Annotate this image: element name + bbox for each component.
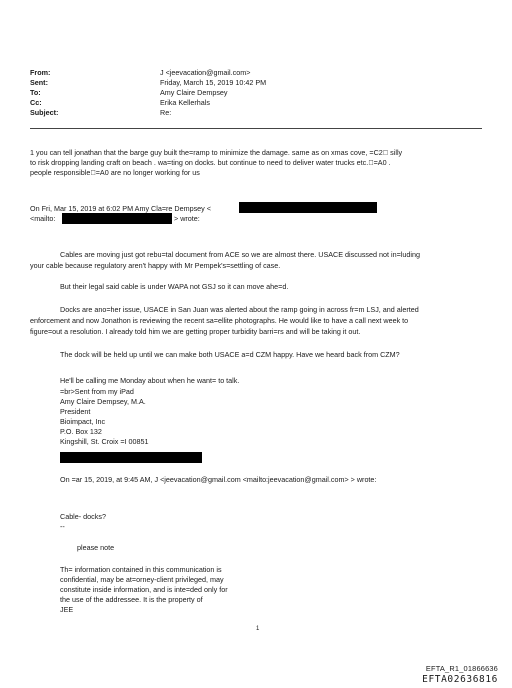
header-divider <box>30 128 482 129</box>
sent-value: Friday, March 15, 2019 10:42 PM <box>160 78 267 87</box>
signature-line-2: =br>Sent from my iPad <box>60 387 134 396</box>
signature-line-6: P.O. Box 132 <box>60 427 102 436</box>
paragraph-3-line-2: enforcement and now Jonathon is reviewing the recent sa=ellite photographs. He would like to have a call next week to <box>30 316 409 325</box>
sent-label: Sent: <box>30 78 48 87</box>
quote-header-line-1: On Fri, Mar 15, 2019 at 6:02 PM Amy Cla=re Dempsey < <box>30 204 211 213</box>
subject-row <box>30 108 266 118</box>
to-row <box>30 88 266 98</box>
signature-line-7: Kingshill, St. Croix =I 00851 <box>60 437 149 446</box>
paragraph-2: But their legal said cable is under WAPA not GSJ so it can move ahe=d. <box>60 282 289 291</box>
subject-label: Subject: <box>30 108 59 117</box>
to-value: Amy Claire Dempsey <box>160 88 228 97</box>
reply-line-3: people responsible =A0 are no longer working for us <box>30 168 200 177</box>
sent-row <box>30 78 266 88</box>
from-label: From: <box>30 68 51 77</box>
efta-reference-small: EFTA_R1_01866636 <box>425 664 498 673</box>
cc-label: Cc: <box>30 98 42 107</box>
cc-value: Erika Kellerhals <box>160 98 210 107</box>
paragraph-1-line-1: Cables are moving just got rebu=tal document from ACE so we are almost there. USACE discussed not in=luding <box>60 250 420 259</box>
quote-header-line-2b: > wrote: <box>174 214 200 223</box>
signature-line-3: Amy Claire Dempsey, M.A. <box>60 397 146 406</box>
redaction-bar <box>62 213 172 224</box>
efta-reference-large: EFTA02636816 <box>422 674 498 685</box>
disclaimer-line-2: confidential, may be at=orney-client privileged, may <box>60 575 224 584</box>
paragraph-3-line-3: figure=out a resolution. I already told him we are getting proper turbidity barri=rs and will be taking it out. <box>30 327 361 336</box>
redaction-bar <box>60 452 202 463</box>
disclaimer-line-5: JEE <box>60 605 74 614</box>
email-header <box>30 68 266 118</box>
quote-2-line-3: please note <box>77 543 115 552</box>
quote-2-header: On =ar 15, 2019, at 9:45 AM, J <jeevacation@gmail.com <mailto:jeevacation@gmail.com> > wrote: <box>60 475 377 484</box>
to-label: To: <box>30 88 41 97</box>
page-number: 1 <box>256 626 260 632</box>
paragraph-3-line-1: Docks are ano=her issue, USACE in San Juan was alerted about the ramp going in across fr=m LSJ, and alerted <box>60 305 419 314</box>
quote-2-line-1: Cable- docks? <box>60 512 106 521</box>
signature-line-5: Bioimpact, Inc <box>60 417 106 426</box>
quote-header-line-2a: <mailto: <box>30 214 56 223</box>
signature-line-1: He'll be calling me Monday about when he want= to talk. <box>60 376 240 385</box>
reply-line-2: to risk dropping landing craft on beach . wa=ting on docks. but continue to need to deliver water trucks etc. =A0 . <box>30 158 391 167</box>
paragraph-4: The dock will be held up until we can make both USACE a=d CZM happy. Have we heard back from CZM? <box>60 350 400 359</box>
reply-line-1: 1 you can tell jonathan that the barge guy built the=ramp to minimize the damage. same as on xmas cove, =C2  silly <box>30 148 403 157</box>
from-value: J <jeevacation@gmail.com> <box>160 68 251 77</box>
paragraph-1-line-2: your cable because regulatory aren't happy with Mr Pempek's=settling of case. <box>30 261 281 270</box>
disclaimer-line-3: constitute inside information, and is inte=ded only for <box>60 585 228 594</box>
disclaimer-line-1: Th= information contained in this communication is <box>60 565 222 574</box>
signature-line-4: President <box>60 407 91 416</box>
redaction-bar <box>239 202 377 213</box>
cc-row <box>30 98 266 108</box>
quote-2-line-2: -- <box>60 522 65 531</box>
from-row <box>30 68 266 78</box>
disclaimer-line-4: the use of the addressee. It is the property of <box>60 595 203 604</box>
subject-value: Re: <box>160 108 172 117</box>
